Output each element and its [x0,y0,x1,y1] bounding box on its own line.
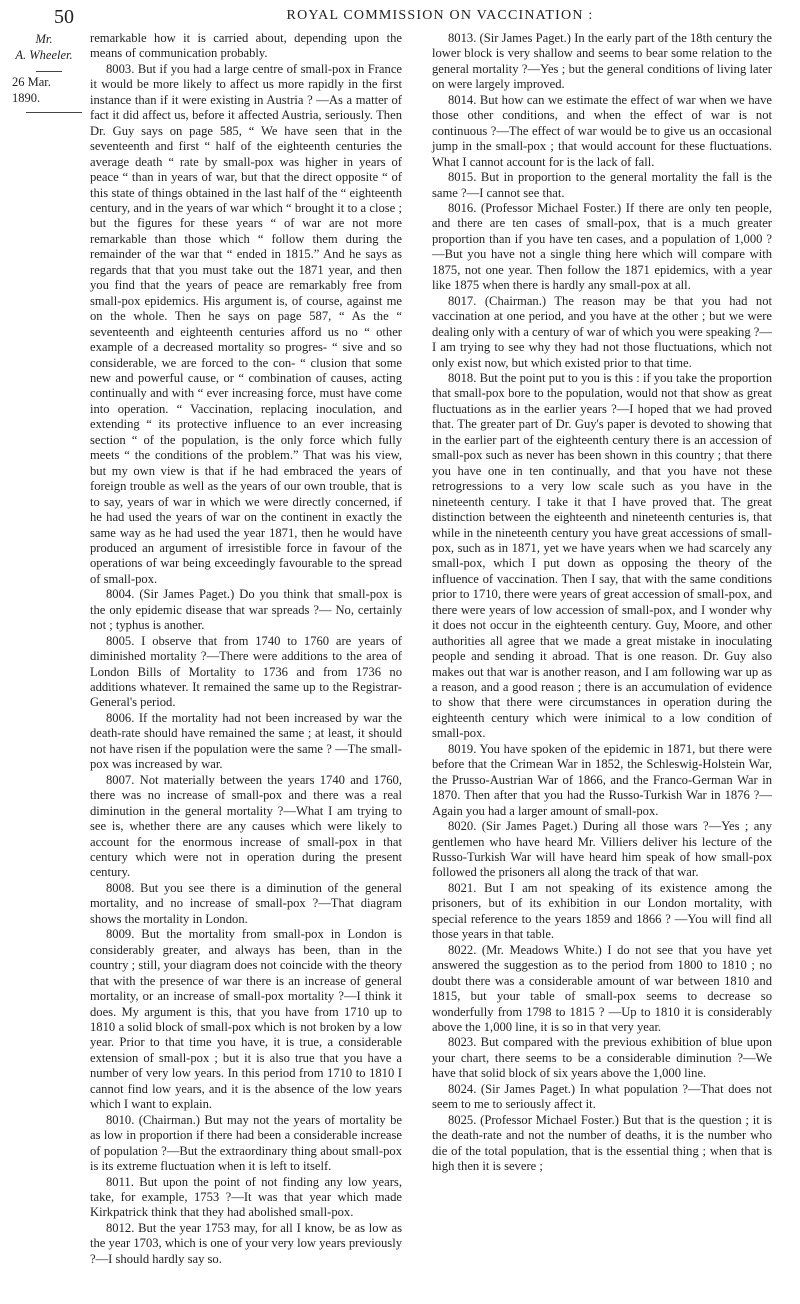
paragraph: 8010. (Chairman.) But may not the years of mortality be as low in proportion if there had been a considerable increase of population ?—But the extraordinary thing about small-pox is its extreme fluctuation when it is left to itself. [90,1112,402,1174]
paragraph: 8005. I observe that from 1740 to 1760 are years of diminished mortality ?—There were additions to the area of London Bills of Mortality to 1736 and from 1736 no additions whatever. It remained the same up to the Registrar-General's period. [90,633,402,710]
paragraph: 8007. Not materially between the years 1740 and 1760, there was no increase of small-pox and there was a real diminution in the general mortality ?—What I am trying to see is, whether there are any causes which were likely to account for the enormous increase of small-pox in that century which were not in operation during the present century. [90,772,402,880]
paragraph: 8014. But how can we estimate the effect of war when we have those other conditions, and when the effect of war is not continuous ?—The effect of war would be to give us an occasional jump in the small-pox ; that would account for these fluctuations. What I cannot account for is the lack of fall. [432,92,772,169]
paragraph: 8003. But if you had a large centre of small-pox in France it would be more likely to affect us more rapidly in the first instance than if it were existing in Austria ? —As a matter of fact it did affect us, before it affected Austria, seriously. Then Dr. Guy says on page 585, “ We have seen that in the seventeenth and first “ half of the eighteenth centuries the average death “ rate by small-pox was higher in years of peace “ than in years of war, but that the direct opposite “ of this state of things obtained in the last half of the “ eighteenth century, and in the years of war which “ brought it to a close ; but the figures for these years “ of war are not more remarkable than those which “ follow them during the remainder of the war that “ ended in 1815.” And he says as regards that that you must take out the 1871 year, and then you find that the years of peace are remarkably free from small-pox epidemics. His argument is, of course, against me on the whole. Then he says on page 587, “ As the “ seventeenth and eighteenth centuries afford us no “ other example of a decreased mortality so progres- “ sive and so considerable, we are forced to the con- “ clusion that some new and powerful cause, or “ combination of causes, acting continually and with “ ever increasing force, must have come into operation. “ Vaccination, replacing inoculation, and extending “ its protective influence to an ever increasing section “ of the population, is the only force which fully meets “ the conditions of the problem.” That was his view, but my own view is that if he had embraced the years of foreign trouble as well as the years of our own trouble, that is to say, years of war in which we were directly concerned, if he had used the years of war on the continent in exactly the same way as he had used the year 1871, then he would have produced an argument of irresistible force in favour of the operations of war being exceedingly favourable to the spread of small-pox. [90,61,402,586]
paragraph: 8016. (Professor Michael Foster.) If there are only ten people, and there are ten cases of small-pox, that is a much greater proportion than if you have ten cases, and a population of 1,000 ?—But you have not a single thing here which will compare with 1875, not one year. Then follow the 1871 epidemics, with a year like 1875 when there is hardly any small-pox at all. [432,200,772,293]
paragraph: 8022. (Mr. Meadows White.) I do not see that you have yet answered the suggestion as to the period from 1800 to 1810 ; no doubt there was a considerable amount of war between 1810 and 1815, but your table of small-pox seems to decrease so wonderfully from 1798 to 1815 ? —Up to 1810 it is considerably above the 1,000 line, it is so in that very year. [432,942,772,1034]
paragraph: 8023. But compared with the previous exhibition of blue upon your chart, there seems to be a considerable diminution ?—We have that solid block of six years above the 1,000 line. [432,1035,772,1081]
session-date: 26 Mar. 1890. [12,75,51,105]
paragraph: 8018. But the point put to you is this : if you take the proportion that small-pox bore to the population, would not that show as great fluctuations as in the earlier years ?—I hoped that we had proved that. The greater part of Dr. Guy's paper is devoted to showing that in the earlier part of the eighteenth century there is an accession of small-pox such as never has been shown in this country ; that there you have one in ten continually, and that you have not these retrogressions to a very low scale such as you have in the nineteenth century. I take it that I have proved that. The great distinction between the eighteenth and nineteenth centuries is, that while in the nineteenth century you have great accessions of small-pox, such as in 1871, yet we have years when we had scarcely any small-pox, which I put down as opposing the theory of the influence of vaccination. Then I say, that with the same conditions prior to 1710, there were years of great accession of small-pox, and there were years of low accession of small-pox, and I wonder why it does not occur in the eighteenth century. Guy, Moore, and other authorities all agree that we made a great mistake in inoculating people and sending it abroad. That is one reason. Dr. Guy also makes out that war is another reason, and I am following war up as a reason, and a good reason ; there is an accumulation of evidence to show that there were circumstances in operation during the eighteenth century which were inimical to a low condition of small-pox. [432,370,772,741]
paragraph: 8011. But upon the point of not finding any low years, take, for example, 1753 ?—It was that year which made Kirkpatrick think that they had abolished small-pox. [90,1174,402,1220]
paragraph: 8009. But the mortality from small-pox in London is considerably greater, and always has been, than in the country ; still, your diagram does not coincide with the theory that with the presence of war there is an increase of general mortality, or an increase of small-pox mortality ?—I think it does. My argument is this, that you have from 1710 up to 1810 a solid block of small-pox which is not broken by a low year. Prior to that time you have, it is true, a considerable extension of small-pox ; but it is also true that you have a number of very low years. In this period from 1710 to 1810 I cannot find low years, and it is the absence of the low years which I want to explain. [90,927,402,1112]
paragraph: 8017. (Chairman.) The reason may be that you had not vaccination at one period, and you have at the other ; but we were dealing only with a century of war of which you were speaking ?—I am trying to see why they had not those fluctuations, which not only exist now, but which existed prior to that time. [432,293,772,370]
paragraph: 8013. (Sir James Paget.) In the early part of the 18th century the lower block is very shallow and seems to bear some relation to the general mortality ?—Yes ; but the general conditions of living later on were largely improved. [432,31,772,92]
paragraph: 8020. (Sir James Paget.) During all those wars ?—Yes ; any gentlemen who have heard Mr. Villiers deliver his lecture of the Russo-Turkish War will have heard him speak of how small-pox followed the prisoners all along the track of that war. [432,819,772,880]
paragraph: 8004. (Sir James Paget.) Do you think that small-pox is the only epidemic disease that war spreads ?— No, certainly not ; typhus is another. [90,587,402,633]
paragraph: remarkable how it is carried about, depending upon the means of communication probably. [90,31,402,61]
right-column [432,31,772,1175]
margin-rule [36,71,62,72]
paragraph: 8024. (Sir James Paget.) In what population ?—That does not seem to me to seriously affect it. [432,1081,772,1112]
running-title: ROYAL COMMISSION ON VACCINATION : [286,8,594,23]
witness-title: Mr. [35,32,53,46]
paragraph: 8015. But in proportion to the general mortality the fall is the same ?—I cannot see that. [432,170,772,200]
paragraph: 8025. (Professor Michael Foster.) But that is the question ; it is the death-rate and not the number of deaths, it is the number who die of the total population, that is the essential thing ; when that is high then it is severe ; [432,1112,772,1174]
paragraph: 8012. But the year 1753 may, for all I know, be as low as the year 1703, which is one of your very low years previously ?—I should hardly say so. [90,1220,402,1266]
paragraph: 8006. If the mortality had not been increased by war the death-rate should have remained the same ; at least, it should not have risen if the population were the same ? —The small-pox was increased by war. [90,710,402,772]
page-header [0,6,800,30]
page-number: 50 [54,6,74,28]
paragraph: 8021. But I am not speaking of its existence among the prisoners, but of its exhibition in our London mortality, with special reference to the years 1859 and 1866 ? —You will find all those years in that table. [432,880,772,942]
left-column [90,31,402,1267]
witness-name: A. Wheeler. [15,48,73,62]
paragraph: 8008. But you see there is a diminution of the general mortality, and no increase of small-pox ?—That diagram shows the mortality in London. [90,880,402,926]
margin-rule [26,112,82,113]
margin-note [6,31,82,113]
paragraph: 8019. You have spoken of the epidemic in 1871, but there were before that the Crimean War in 1852, the Schleswig-Holstein War, the Prusso-Austrian War of 1866, and the Franco-German War in 1870. Then after that you had the Russo-Turkish War in 1876 ?—Again you had a larger amount of small-pox. [432,741,772,818]
